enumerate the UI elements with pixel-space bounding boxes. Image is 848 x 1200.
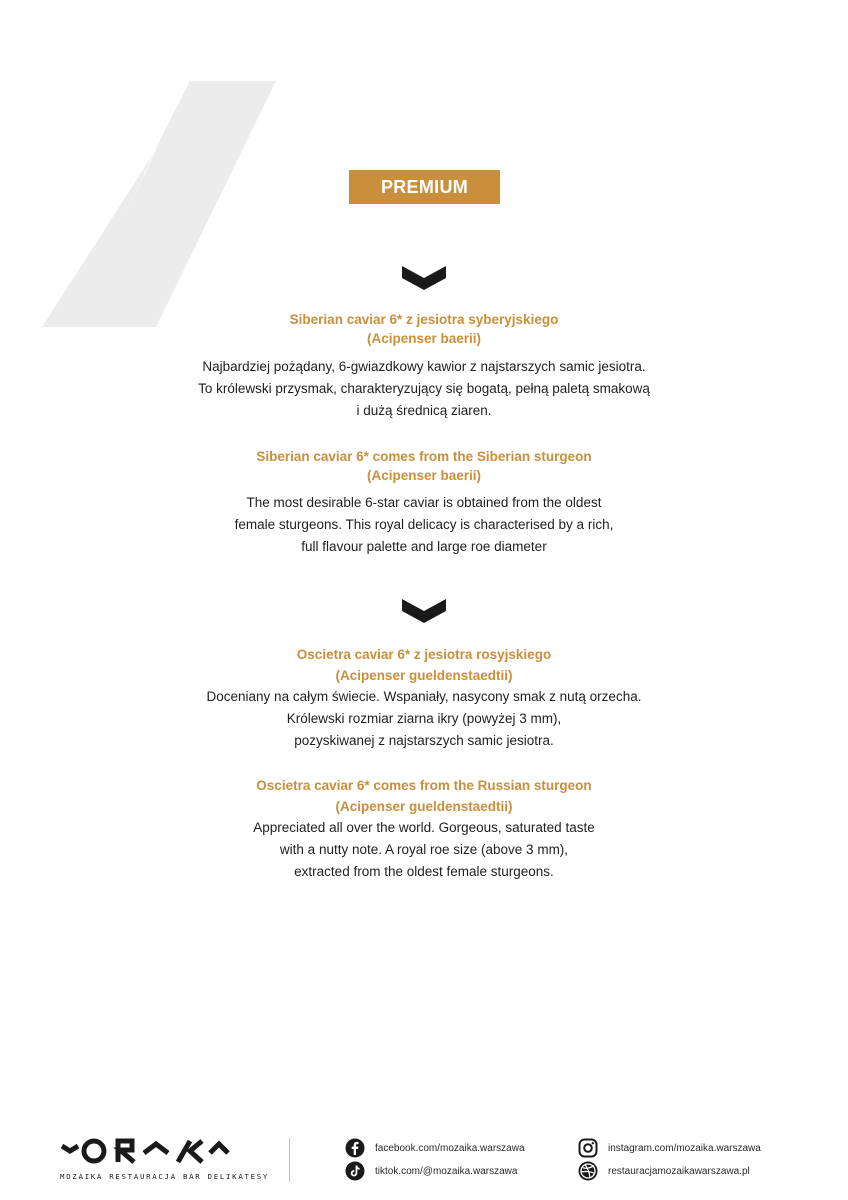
heading-en: Siberian caviar 6* comes from the Siberian sturgeon (Acipenser baerii) [256,449,592,483]
dribbble-icon [578,1161,598,1181]
description-pl: Doceniany na całym świecie. Wspaniały, nasycony smak z nutą orzecha. Królewski rozmiar ziarna ikry (powyżej 3 mm), pozyskiwanej z najstarszych samic jesiotra. [206,689,642,748]
heading-en: Oscietra caviar 6* comes from the Russian sturgeon (Acipenser gueldenstaedtii) [256,778,592,814]
facebook-icon [345,1138,365,1158]
description-pl: Najbardziej pożądany, 6-gwiazdkowy kawior z najstarszych samic jesiotra. To królewski przysmak, charakteryzujący się bogatą, pełną paletą smakową i dużą średnicą ziaren. [198,359,650,418]
instagram-icon [578,1138,598,1158]
caviar-section-oscietra [0,644,848,883]
chevron-down-icon [400,597,448,625]
logo-tagline: MOZAIKA RESTAURACJA BAR DELIKATESY [60,1172,270,1181]
heading-pl: Siberian caviar 6* z jesiotra syberyjskiego (Acipenser baerii) [289,312,559,346]
description-en: The most desirable 6-star caviar is obtained from the oldest female sturgeons. This royal delicacy is characterised by a rich, full flavour palette and large roe diameter [234,495,614,554]
tiktok-link[interactable]: tiktok.com/@mozaika.warszawa [345,1161,517,1181]
footer-divider [289,1138,290,1182]
website-link[interactable]: restauracjamozaikawarszawa.pl [578,1161,750,1181]
decorative-stripe [0,0,300,340]
instagram-link[interactable]: instagram.com/mozaika.warszawa [578,1138,761,1158]
description-en: Appreciated all over the world. Gorgeous, saturated taste with a nutty note. A royal roe size (above 3 mm), extracted from the oldest female sturgeons. [253,820,595,879]
caviar-section-siberian [0,310,848,558]
logo-mark [60,1136,230,1166]
chevron-down-icon [400,264,448,292]
heading-pl: Oscietra caviar 6* z jesiotra rosyjskiego (Acipenser gueldenstaedtii) [296,647,552,683]
tiktok-icon [345,1161,365,1181]
facebook-link[interactable]: facebook.com/mozaika.warszawa [345,1138,525,1158]
premium-badge: PREMIUM [349,170,500,204]
